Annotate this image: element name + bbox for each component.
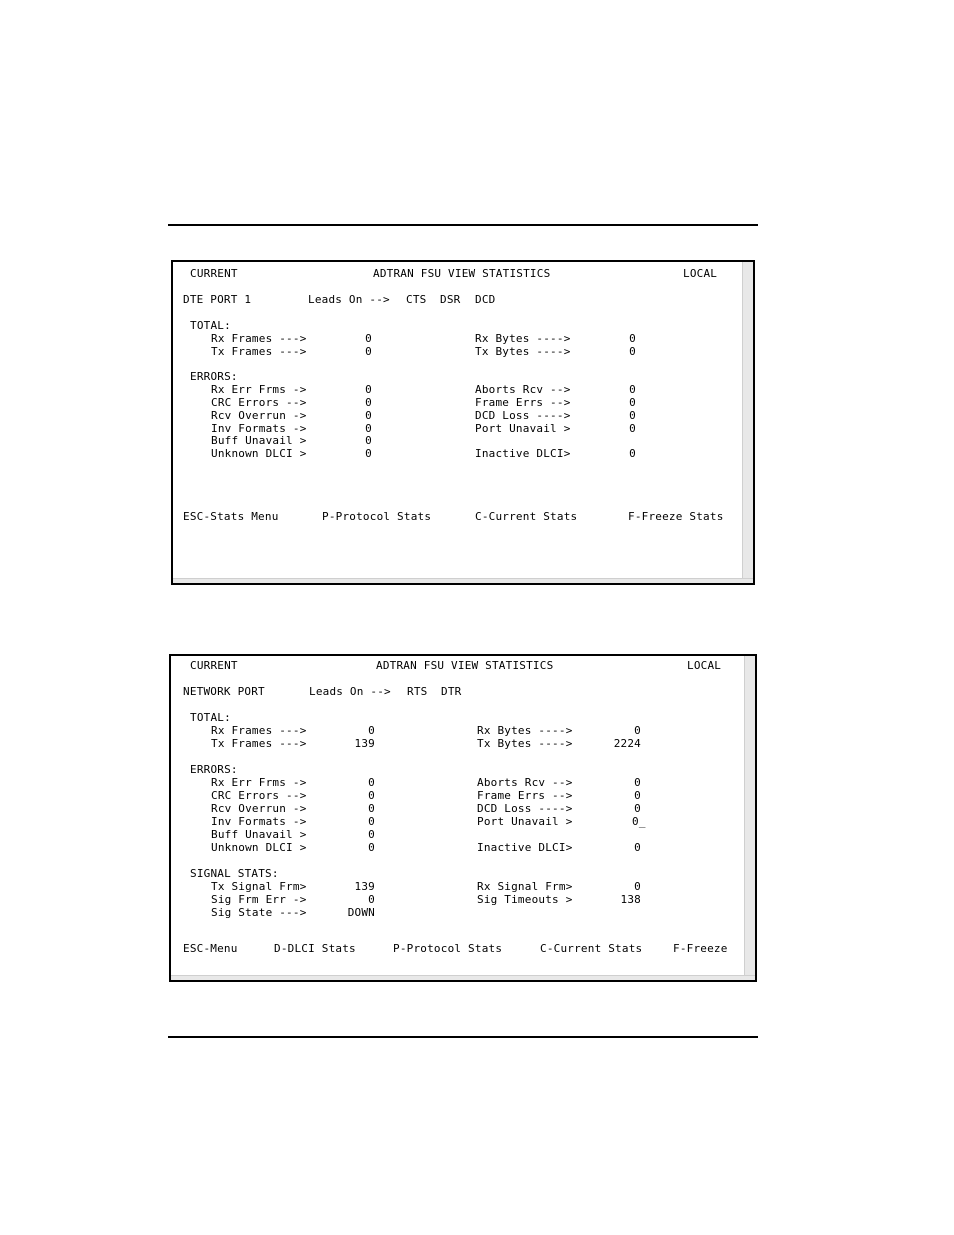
signal-label: Sig State ---> — [211, 906, 307, 919]
menu-protocol-stats[interactable]: P-Protocol Stats — [393, 942, 503, 955]
error-label: CRC Errors --> — [211, 396, 307, 409]
top-rule — [168, 224, 758, 226]
tx-bytes-label: Tx Bytes ----> — [477, 737, 573, 750]
header-title: ADTRAN FSU VIEW STATISTICS — [373, 267, 551, 280]
error-value: 0 — [629, 447, 636, 460]
error-label: DCD Loss ----> — [477, 802, 573, 815]
error-label: DCD Loss ----> — [475, 409, 571, 422]
lead-dsr: DSR — [440, 293, 461, 306]
menu-protocol-stats[interactable]: P-Protocol Stats — [322, 510, 432, 523]
error-label: Unknown DLCI > — [211, 447, 307, 460]
tx-frames-value: 0 — [365, 345, 372, 358]
signal-value: 138 — [620, 893, 641, 906]
lead-dcd: DCD — [475, 293, 496, 306]
rx-bytes-label: Rx Bytes ----> — [475, 332, 571, 345]
error-label: Port Unavail > — [477, 815, 573, 828]
error-label: Rx Err Frms -> — [211, 383, 307, 396]
error-label: Inactive DLCI> — [475, 447, 571, 460]
error-label: Buff Unavail > — [211, 434, 307, 447]
menu-current-stats[interactable]: C-Current Stats — [475, 510, 578, 523]
rx-bytes-value: 0 — [634, 724, 641, 737]
rx-frames-value: 0 — [365, 332, 372, 345]
screen-right-bar — [742, 262, 753, 583]
bottom-rule — [168, 1036, 758, 1038]
error-value: 0 — [629, 422, 636, 435]
error-value: 0 — [368, 828, 375, 841]
dte-port-stats-screen — [171, 260, 755, 585]
menu-freeze[interactable]: F-Freeze — [673, 942, 728, 955]
error-value: 0 — [634, 789, 641, 802]
tx-frames-value: 139 — [354, 737, 375, 750]
error-value: 0 — [365, 447, 372, 460]
rx-frames-value: 0 — [368, 724, 375, 737]
header-location: LOCAL — [683, 267, 718, 280]
error-value: 0 — [368, 802, 375, 815]
total-heading: TOTAL: — [190, 711, 231, 724]
error-label: Frame Errs --> — [475, 396, 571, 409]
signal-value: 0 — [368, 893, 375, 906]
error-label: Inactive DLCI> — [477, 841, 573, 854]
errors-heading: ERRORS: — [190, 370, 238, 383]
screen-right-bar — [744, 656, 755, 980]
error-label: Unknown DLCI > — [211, 841, 307, 854]
rx-bytes-label: Rx Bytes ----> — [477, 724, 573, 737]
error-value: 0 — [634, 802, 641, 815]
error-value: 0 — [365, 383, 372, 396]
tx-frames-label: Tx Frames ---> — [211, 737, 307, 750]
header-mode: CURRENT — [190, 659, 238, 672]
errors-heading: ERRORS: — [190, 763, 238, 776]
error-value: 0 — [634, 776, 641, 789]
menu-esc-menu[interactable]: ESC-Menu — [183, 942, 238, 955]
error-label: Rx Err Frms -> — [211, 776, 307, 789]
error-value: 0 — [368, 841, 375, 854]
error-label: Aborts Rcv --> — [475, 383, 571, 396]
port-name: NETWORK PORT — [183, 685, 265, 698]
tx-bytes-label: Tx Bytes ----> — [475, 345, 571, 358]
error-label: Frame Errs --> — [477, 789, 573, 802]
menu-current-stats[interactable]: C-Current Stats — [540, 942, 643, 955]
error-label: Rcv Overrun -> — [211, 409, 307, 422]
tx-bytes-value: 0 — [629, 345, 636, 358]
error-value: 0 — [634, 841, 641, 854]
error-label: Port Unavail > — [475, 422, 571, 435]
error-label: CRC Errors --> — [211, 789, 307, 802]
screen-bottom-bar — [173, 578, 753, 583]
error-value: 0 — [368, 815, 375, 828]
error-value: 0 — [629, 383, 636, 396]
error-value: 0 — [365, 422, 372, 435]
error-value-with-cursor: 0_ — [632, 815, 646, 828]
error-value: 0 — [629, 396, 636, 409]
lead-dtr: DTR — [441, 685, 462, 698]
error-label: Buff Unavail > — [211, 828, 307, 841]
error-label: Rcv Overrun -> — [211, 802, 307, 815]
tx-bytes-value: 2224 — [613, 737, 641, 750]
menu-freeze-stats[interactable]: F-Freeze Stats — [628, 510, 724, 523]
lead-cts: CTS — [406, 293, 427, 306]
header-mode: CURRENT — [190, 267, 238, 280]
error-label: Inv Formats -> — [211, 422, 307, 435]
error-label: Aborts Rcv --> — [477, 776, 573, 789]
port-name: DTE PORT 1 — [183, 293, 252, 306]
signal-label: Sig Frm Err -> — [211, 893, 307, 906]
network-port-stats-screen — [169, 654, 757, 982]
rx-frames-label: Rx Frames ---> — [211, 724, 307, 737]
error-value: 0 — [365, 434, 372, 447]
error-value: 0 — [365, 409, 372, 422]
header-location: LOCAL — [687, 659, 722, 672]
error-label: Inv Formats -> — [211, 815, 307, 828]
leads-label: Leads On --> — [308, 293, 390, 306]
signal-label: Tx Signal Frm> — [211, 880, 307, 893]
sig-state-value: DOWN — [347, 906, 375, 919]
header-title: ADTRAN FSU VIEW STATISTICS — [376, 659, 554, 672]
menu-esc-stats-menu[interactable]: ESC-Stats Menu — [183, 510, 279, 523]
rx-bytes-value: 0 — [629, 332, 636, 345]
error-value: 0 — [368, 776, 375, 789]
signal-value: 0 — [634, 880, 641, 893]
error-value: 0 — [365, 396, 372, 409]
tx-frames-label: Tx Frames ---> — [211, 345, 307, 358]
rx-frames-label: Rx Frames ---> — [211, 332, 307, 345]
lead-rts: RTS — [407, 685, 428, 698]
screen-bottom-bar — [171, 975, 755, 980]
leads-label: Leads On --> — [309, 685, 391, 698]
signal-stats-heading: SIGNAL STATS: — [190, 867, 279, 880]
total-heading: TOTAL: — [190, 319, 231, 332]
signal-label: Sig Timeouts > — [477, 893, 573, 906]
error-value: 0 — [368, 789, 375, 802]
menu-dlci-stats[interactable]: D-DLCI Stats — [274, 942, 356, 955]
signal-value: 139 — [354, 880, 375, 893]
signal-label: Rx Signal Frm> — [477, 880, 573, 893]
error-value: 0 — [629, 409, 636, 422]
